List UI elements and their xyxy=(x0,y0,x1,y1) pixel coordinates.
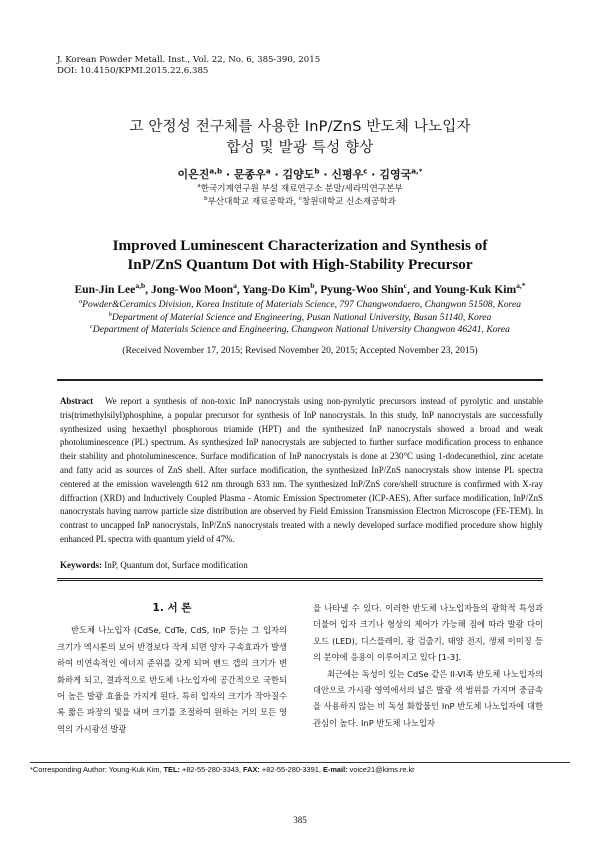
korean-affiliations xyxy=(0,183,600,208)
corresponding-author-footnote: *Corresponding Author: Young-Kuk Kim, TEL: +82-55-280-3343, FAX: +82-55-280-3391, E-mail: voice21@kims.re.kr xyxy=(30,765,415,774)
korean-author: 이은진$^{a,b}$ xyxy=(177,166,223,181)
korean-authors: 이은진$^{a,b}$ · 문종우$^a$ · 김양도$^b$ · 신평우$^c$ · 김영국$^{a,*}$ xyxy=(177,166,423,181)
english-affiliation: $^b$Department of Material Science and Engineering, Pusan National University, Busan 51140, Korea xyxy=(108,310,492,323)
korean-title-line-1: 고 안정성 전구체를 사용한 InP/ZnS 반도체 나노입자 xyxy=(129,119,471,135)
keywords xyxy=(60,560,543,570)
english-author: and Young-Kuk Kim$^{a,*}$ xyxy=(412,281,526,296)
english-title xyxy=(0,236,600,274)
body-right-column xyxy=(313,600,543,731)
journal-header xyxy=(57,55,320,77)
english-affiliations xyxy=(0,299,600,337)
abstract-text: We report a synthesis of non-toxic InP nanocrystals using non-pyrolytic precursors instead of pyrolytic and unstable tris(trimethylsilyl)phosphine, a popular precursor for synthesis of InP nanocrystals. In this study, InP nanocrystals are successfully synthesized using hexaethyl phosphorous triamide (HPT) and the synthesized InP nanocrystals showed a broad and weak photoluminescence (PL) spectrum. As synthesized InP nanocrystals are subjected to further surface modification process to enhance their stability and photoluminescence. Surface modification of InP nanocrystals is done at 230°C using 1-dodecanethiol, zinc acetate and fatty acid as sources of ZnS shell. After surface modification, the synthesized InP/ZnS nanocrystals show intense PL spectra centered at the emission wavelength 612 nm through 633 nm. The synthesized InP/ZnS core/shell structure is confirmed with X-ray diffraction (XRD) and Inductively Coupled Plasma - Atomic Emission Spectrometer (ICP-AES). After surface modification, InP/ZnS nanocrystals having narrow particle size distribution are observed by Field Emission Transmission Electron Microscope (FE-TEM). In contrast to uncapped InP nanocrystals, InP/ZnS nanocrystals treated with a newly developed surface modified procedure show highly enhanced PL spectra with quantum yield of 47%. xyxy=(60,396,543,544)
journal-citation: J. Korean Powder Metall. Inst., Vol. 22, No. 6, 385-390, 2015 xyxy=(57,55,321,65)
english-author: Pyung-Woo Shin$^c$ xyxy=(320,281,408,296)
korean-title-line-2: 합성 및 발광 특성 향상 xyxy=(226,140,374,156)
korean-author: 문종우$^a$ xyxy=(233,166,271,181)
received-dates: (Received November 17, 2015; Revised November 20, 2015; Accepted November 23, 2015) xyxy=(122,345,478,356)
english-authors: Eun-Jin Lee$^{a,b}$, Jong-Woo Moon$^a$, Yang-Do Kim$^b$, Pyung-Woo Shin$^c$, and Young-Kuk Kim$^{a,*}$ xyxy=(74,281,526,296)
abstract-label: Abstract xyxy=(60,396,94,406)
doi: DOI: 10.4150/KPMI.2015.22.6.385 xyxy=(57,66,209,76)
english-author: Jong-Woo Moon$^a$ xyxy=(150,281,237,296)
body-paragraph: 을 나타낼 수 있다. 이러한 반도체 나노입자들의 광학적 특성과 더불어 입자 크기나 형상의 제어가 가능해 짐에 따라 발광 다이오드 (LED), 디스플레이, 광 검출기, 태양 전지, 생체 이미징 등의 분야에 응용이 이루어지고 있다 [1-3]. xyxy=(313,603,543,663)
korean-affiliation: $^a$한국기계연구원 부설 재료연구소 분말/세라믹연구본부 xyxy=(197,183,403,194)
english-affiliation: $^a$Powder&Ceramics Division, Korea Institute of Materials Science, 797 Changwondaero, Changwon 51508, Korea xyxy=(78,297,521,310)
english-title-line-2: InP/ZnS Quantum Dot with High-Stability Precursor xyxy=(127,256,473,273)
section-heading: 1. 서 론 xyxy=(152,602,192,614)
korean-author: 김영국$^{a,*}$ xyxy=(379,166,423,181)
keywords-label: Keywords: xyxy=(60,560,102,570)
footnote-rule xyxy=(30,762,570,763)
body-paragraph: 반도체 나노입자 (CdSe, CdTe, CdS, InP 등)는 그 입자의 크기가 엑시톤의 보어 반경보다 작게 되면 양자 구속효과가 발생하여 비연속적인 에너지 준위를 갖게 되며 밴드 갭의 크기가 변화하게 되고, 결과적으로 반도체 나노입자에 공간적으로 국한되어 높은 발광 효율을 가지게 된다. 특히 입자의 크기가 작아질수록 짧은 파장의 빛을 내며 크기를 조절하여 원하는 거의 모든 영역의 가시광선 발광 xyxy=(57,625,287,734)
email-address: voice21@kims.re.kr xyxy=(347,765,415,774)
korean-author: 김양도$^b$ xyxy=(282,166,320,181)
english-title-line-1: Improved Luminescent Characterization and Synthesis of xyxy=(112,237,488,254)
korean-author: 신평우$^c$ xyxy=(331,166,368,181)
abstract-bottom-rule xyxy=(57,578,543,581)
korean-title xyxy=(0,117,600,159)
body-left-column xyxy=(57,600,287,737)
korean-affiliation: $^b$부산대학교 재료공학과, $^c$창원대학교 신소재공학과 xyxy=(204,195,396,207)
body-paragraph: 최근에는 독성이 있는 CdSe 같은 II-VI족 반도체 나노입자의 대안으로 가시광 영역에서의 넓은 발광 색 범위를 가지며 중금속을 사용하지 않는 비 독성 화합물인 InP 반도체 나노입자에 대한 관심이 높다. InP 반도체 나노입자 xyxy=(313,668,543,728)
abstract xyxy=(60,395,543,547)
abstract-top-rule xyxy=(57,379,543,381)
english-author: Eun-Jin Lee$^{a,b}$ xyxy=(74,281,146,296)
english-author: Yang-Do Kim$^b$ xyxy=(242,281,315,296)
page-number: 385 xyxy=(293,815,307,825)
keywords-text: InP, Quantum dot, Surface modification xyxy=(104,560,248,570)
english-affiliation: $^c$Department of Materials Science and Engineering, Changwon National University Changwon 46241, Korea xyxy=(90,323,510,336)
